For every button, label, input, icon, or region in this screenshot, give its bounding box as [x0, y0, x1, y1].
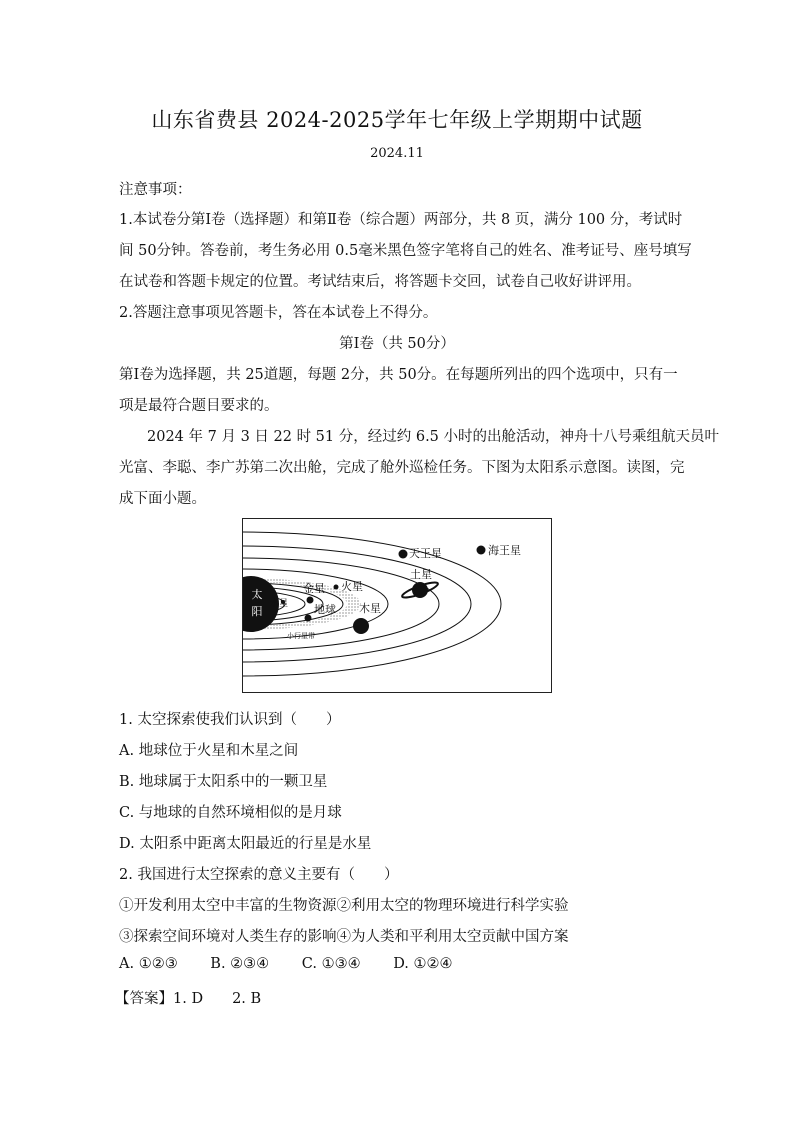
section-intro-line: 项是最符合题目要求的。 [119, 398, 279, 414]
question-2-option-a: A. ①②③ [119, 956, 178, 972]
sun-label-bottom: 阳 [251, 605, 263, 618]
notice-line: 间 50分钟。答卷前，考生务必用 0.5毫米黑色签字笔将自己的姓名、准考证号、座号填写 [119, 243, 692, 259]
question-1-option-b: B. 地球属于太阳系中的一颗卫星 [119, 774, 328, 790]
mars-label: 火星 [341, 580, 363, 593]
earth-label: 地球 [314, 603, 336, 616]
notice-line: 1.本试卷分第Ⅰ卷（选择题）和第Ⅱ卷（综合题）两部分，共 8 页，满分 100 分，考试时 [119, 212, 683, 228]
venus-label: 金星 [303, 582, 325, 595]
asteroid-belt-label: 小行星带 [287, 632, 315, 640]
venus [307, 597, 314, 604]
exam-date: 2024.11 [370, 146, 424, 161]
answer-values: 1. D 2. B [173, 991, 262, 1007]
earth [305, 615, 312, 622]
page-title: 山东省费县 2024-2025学年七年级上学期期中试题 [151, 108, 643, 132]
passage-line: 成下面小题。 [119, 491, 206, 507]
neptune-label: 海王星 [488, 544, 521, 557]
question-1-stem: 1. 太空探索使我们认识到（ ） [119, 712, 341, 728]
notice-line: 2.答题注意事项见答题卡，答在本试卷上不得分。 [119, 305, 438, 321]
question-2-option-d: D. ①②④ [393, 956, 453, 972]
question-2-stem: 2. 我国进行太空探索的意义主要有（ ） [119, 867, 399, 883]
section-title: 第Ⅰ卷（共 50分） [339, 336, 455, 352]
neptune [477, 546, 486, 555]
question-2-statements: ③探索空间环境对人类生存的影响④为人类和平利用太空贡献中国方案 [119, 929, 569, 945]
saturn [401, 580, 439, 601]
passage-line: 光富、李聪、李广苏第二次出舱，完成了舱外巡检任务。下图为太阳系示意图。读图，完 [119, 460, 685, 476]
solar-system-figure [242, 518, 552, 693]
question-2-options [119, 956, 481, 972]
question-1-option-a: A. 地球位于火星和木星之间 [119, 743, 299, 759]
mars [334, 585, 339, 590]
jupiter [353, 618, 369, 634]
sun-label-top: 太 [251, 588, 263, 601]
saturn-label: 土星 [410, 568, 432, 581]
uranus [399, 550, 408, 559]
answer-line [115, 987, 261, 1008]
answer-label: 【答案】 [115, 991, 173, 1007]
notice-heading: 注意事项： [119, 182, 192, 198]
mercury-label: 水星 [270, 599, 289, 609]
question-2-option-b: B. ②③④ [210, 956, 270, 972]
question-1-option-d: D. 太阳系中距离太阳最近的行星是水星 [119, 836, 372, 852]
question-2-option-c: C. ①③④ [301, 956, 361, 972]
passage-line: 2024 年 7 月 3 日 22 时 51 分，经过约 6.5 小时的出舱活动，神舟十八号乘组航天员叶 [147, 429, 720, 445]
question-1-option-c: C. 与地球的自然环境相似的是月球 [119, 805, 342, 821]
question-2-statements: ①开发利用太空中丰富的生物资源②利用太空的物理环境进行科学实验 [119, 898, 569, 914]
solar-system-diagram [243, 519, 551, 692]
section-intro-line: 第Ⅰ卷为选择题，共 25道题，每题 2分，共 50分。在每题所列出的四个选项中，只有一 [119, 367, 678, 383]
notice-line: 在试卷和答题卡规定的位置。考试结束后，将答题卡交回，试卷自己收好讲评用。 [119, 274, 641, 290]
jupiter-label: 木星 [359, 602, 381, 615]
uranus-label: 天王星 [409, 547, 442, 560]
